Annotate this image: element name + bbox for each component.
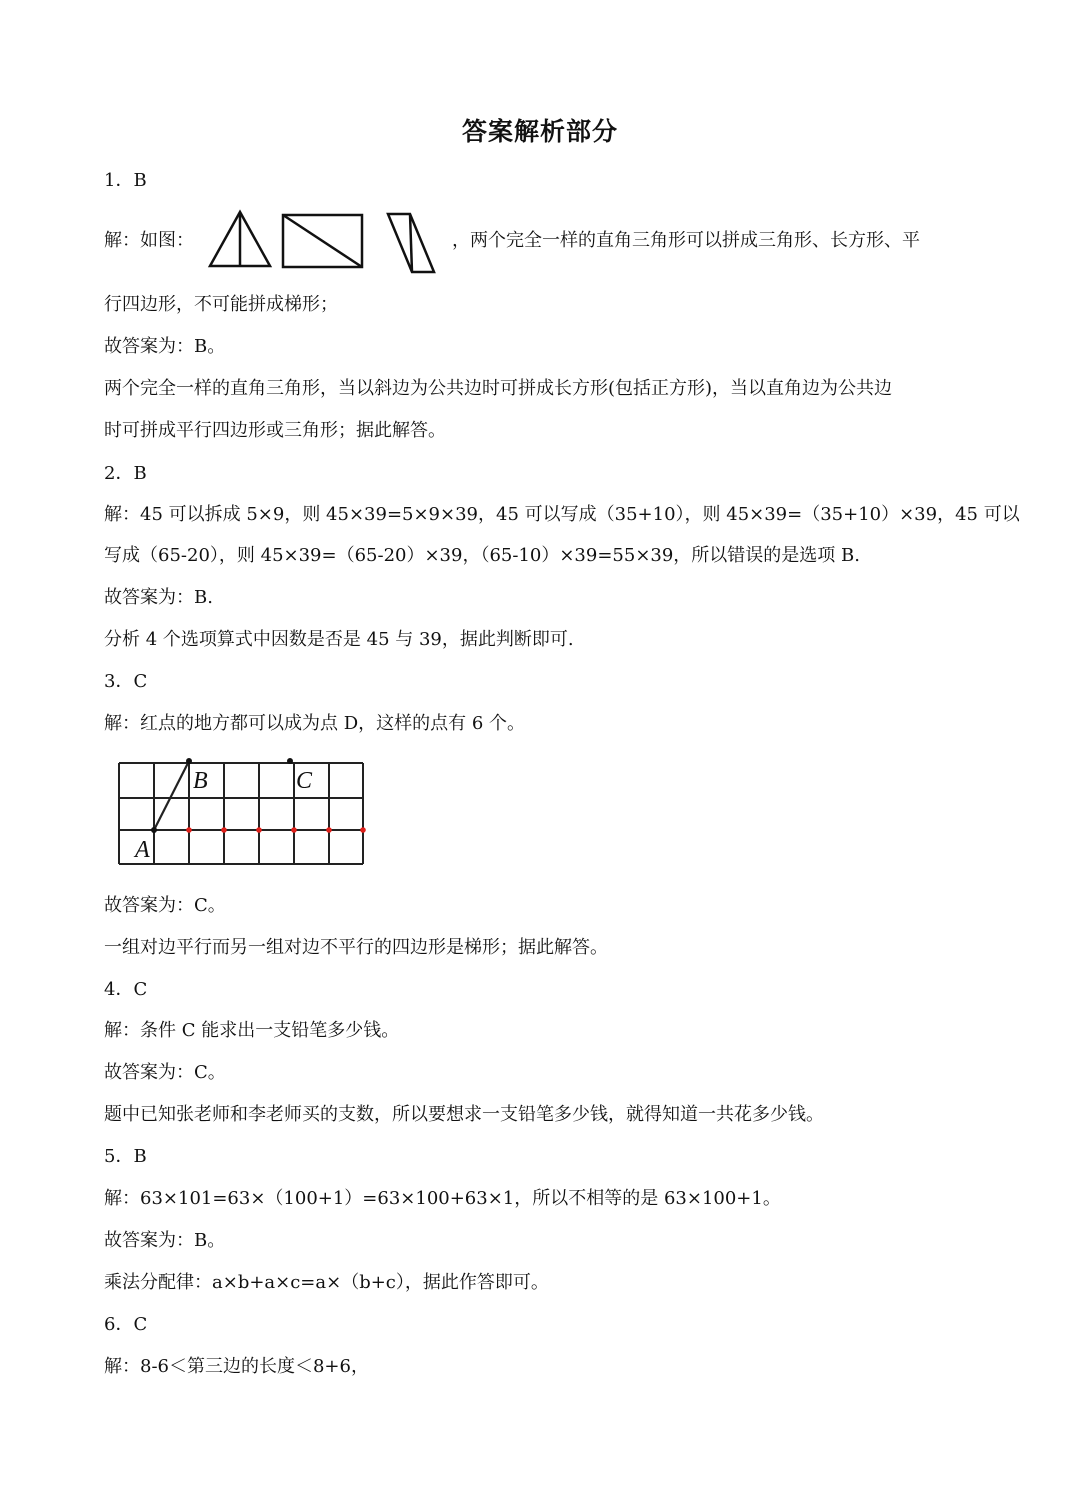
q1-triangle-figures xyxy=(206,208,446,274)
q4-analysis: 题中已知张老师和李老师买的支数，所以要想求一支铅笔多少钱，就得知道一共花多少钱。 xyxy=(104,1104,824,1125)
q3-label-a: A xyxy=(135,837,150,863)
q5-solution: 解：63×101=63×（100+1）=63×100+63×1，所以不相等的是 63×100+1。 xyxy=(104,1188,781,1209)
q3-grid-figure xyxy=(113,758,373,870)
q3-label-c: C xyxy=(296,768,313,794)
q3-final-answer: 故答案为：C。 xyxy=(104,895,226,916)
q6-answer-number: 6．C xyxy=(104,1314,148,1335)
q5-final-answer: 故答案为：B。 xyxy=(104,1230,226,1251)
q4-answer-number: 4．C xyxy=(104,979,148,1000)
q3-label-b: B xyxy=(193,768,208,794)
q1-analysis-line-2: 时可拼成平行四边形或三角形；据此解答。 xyxy=(104,420,446,441)
q3-point-a-dot xyxy=(151,827,157,833)
q3-answer-number: 3．C xyxy=(104,671,148,692)
q3-red-dot xyxy=(256,827,262,833)
q5-analysis: 乘法分配律：a×b+a×c=a×（b+c），据此作答即可。 xyxy=(104,1272,549,1293)
q3-point-c-dot xyxy=(287,758,293,764)
q4-solution: 解：条件 C 能求出一支铅笔多少钱。 xyxy=(104,1020,400,1041)
q2-final-answer: 故答案为：B. xyxy=(104,587,213,608)
page-title: 答案解析部分 xyxy=(461,117,618,146)
q3-red-dot xyxy=(221,827,227,833)
q5-answer-number: 5．B xyxy=(104,1146,147,1167)
q3-red-dot xyxy=(186,827,192,833)
q2-solution-line-1: 解：45 可以拆成 5×9，则 45×39=5×9×39，45 可以写成（35+10），则 45×39=（35+10）×39，45 可以 xyxy=(104,504,1020,525)
q4-final-answer: 故答案为：C。 xyxy=(104,1062,226,1083)
q3-analysis: 一组对边平行而另一组对边不平行的四边形是梯形；据此解答。 xyxy=(104,937,608,958)
q1-solution-prefix: 解：如图： xyxy=(104,230,194,251)
q1-solution-suffix: ，两个完全一样的直角三角形可以拼成三角形、长方形、平 xyxy=(452,230,920,251)
q1-solution-continued: 行四边形，不可能拼成梯形； xyxy=(104,294,338,315)
q3-red-dot xyxy=(291,827,297,833)
q3-red-dot xyxy=(360,827,366,833)
q6-solution: 解：8-6＜第三边的长度＜8+6， xyxy=(104,1356,369,1377)
q2-solution-line-2: 写成（65-20），则 45×39=（65-20）×39，（65-10）×39=55×39，所以错误的是选项 B. xyxy=(104,545,860,566)
q3-solution: 解：红点的地方都可以成为点 D，这样的点有 6 个。 xyxy=(104,713,526,734)
q1-final-answer: 故答案为：B。 xyxy=(104,336,226,357)
q1-analysis-line-1: 两个完全一样的直角三角形，当以斜边为公共边时可拼成长方形(包括正方形)，当以直角边为公共边 xyxy=(104,378,893,399)
q1-answer-number: 1．B xyxy=(104,170,147,191)
q2-analysis: 分析 4 个选项算式中因数是否是 45 与 39，据此判断即可. xyxy=(104,629,574,650)
q2-answer-number: 2．B xyxy=(104,463,147,484)
q3-point-b-dot xyxy=(186,758,192,764)
q3-red-dot xyxy=(326,827,332,833)
